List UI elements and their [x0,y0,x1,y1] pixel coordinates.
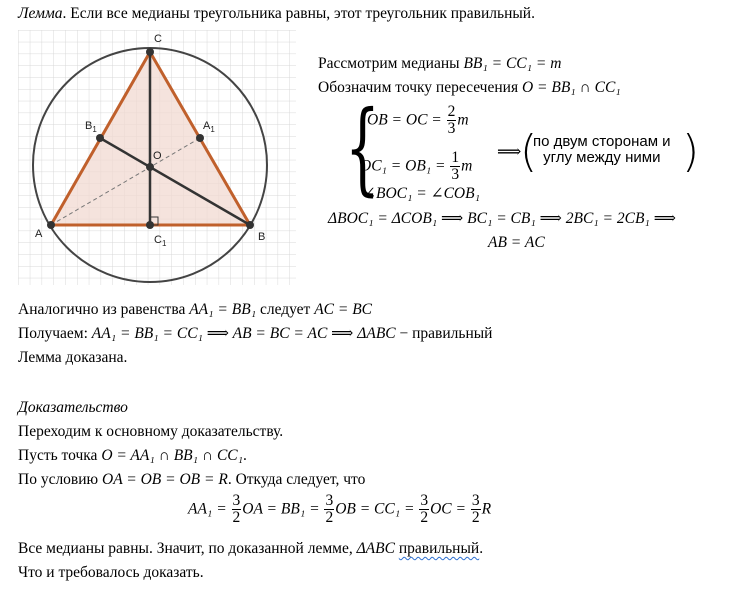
proof-line-2: Пусть точка O = AA₁ ∩ BB₁ ∩ CC₁. [18,447,247,464]
point-a1 [196,134,204,142]
proof-line-3: По условию OA = OB = OB = R. Откуда следует, что [18,471,366,488]
point-o [146,163,154,171]
body-line-result: Получаем: AA₁ = BB₁ = CC₁ ⟹ AB = BC = AC ⟹ ΔABC − правильный [18,325,493,342]
lemma-label: Лемма [18,5,63,22]
point-b [246,221,254,229]
triangle-congruence: ΔBOC₁ = ΔCOB₁ ⟹ BC₁ = CB₁ ⟹ 2BC₁ = 2CB₁ ⟹ [328,210,676,227]
intersection-eq: O = BB₁ ∩ CC₁ [521,79,621,96]
lemma-proved: Лемма доказана. [18,349,128,366]
label-c1: $C_1$ [154,234,167,248]
paren-right: ) [682,126,700,177]
proof-line-1: Переходим к основному доказательству. [18,423,284,440]
right-line-1: Рассмотрим медианы BB₁ = CC₁ = m [318,55,562,72]
point-a [47,221,55,229]
proof-conclusion: Что и требовалось доказать. [18,564,204,581]
body-line-analogous: Аналогично из равенства AA₁ = BB₁ следует AC = BC [18,301,373,318]
label-a: A [35,228,43,240]
lemma-heading [18,6,535,22]
system-brace: { [345,89,380,206]
main-equation: AA₁ = $\frac{3}{2}$ OA = BB₁ = $\frac{3}{2}$ OB = CC₁ = $\frac{3}{2}$ OC = $\frac{3}{2}$ R [188,492,492,527]
medians-eq: BB₁ = CC₁ = m [463,55,562,72]
spellcheck-word: правильный [398,540,480,557]
reason-note: по двум сторонам и углу между ними [533,133,671,166]
point-b1 [96,134,104,142]
system-line-3: ∠BOC₁ = ∠COB₁ [363,185,480,202]
label-a1: $A_1$ [203,120,215,134]
label-b1: $B_1$ [85,120,97,134]
label-b: B [258,231,266,243]
label-o: O [153,150,162,162]
system-line-1: OB = OC = $\frac{2}{3}$ m [367,103,469,138]
right-line-2: Обозначим точку пересечения O = BB₁ ∩ CC₁ [318,79,621,96]
point-c [146,48,154,56]
proof-line-4: Все медианы равны. Значит, по доказанной лемме, ΔABC правильный. [18,540,484,557]
lemma-statement: . Если все медианы треугольника равны, этот треугольник правильный. [62,5,535,22]
paren-left: ( [520,126,538,177]
label-c: C [154,33,162,45]
system-line-2: OC₁ = OB₁ = $\frac{1}{3}$ m [360,149,473,184]
ab-equals-ac: AB = AC [488,234,545,251]
implies-arrow: ⟹ [497,142,522,161]
triangle-figure [15,28,300,288]
proof-title: Доказательство [18,399,128,416]
point-c1 [146,221,154,229]
